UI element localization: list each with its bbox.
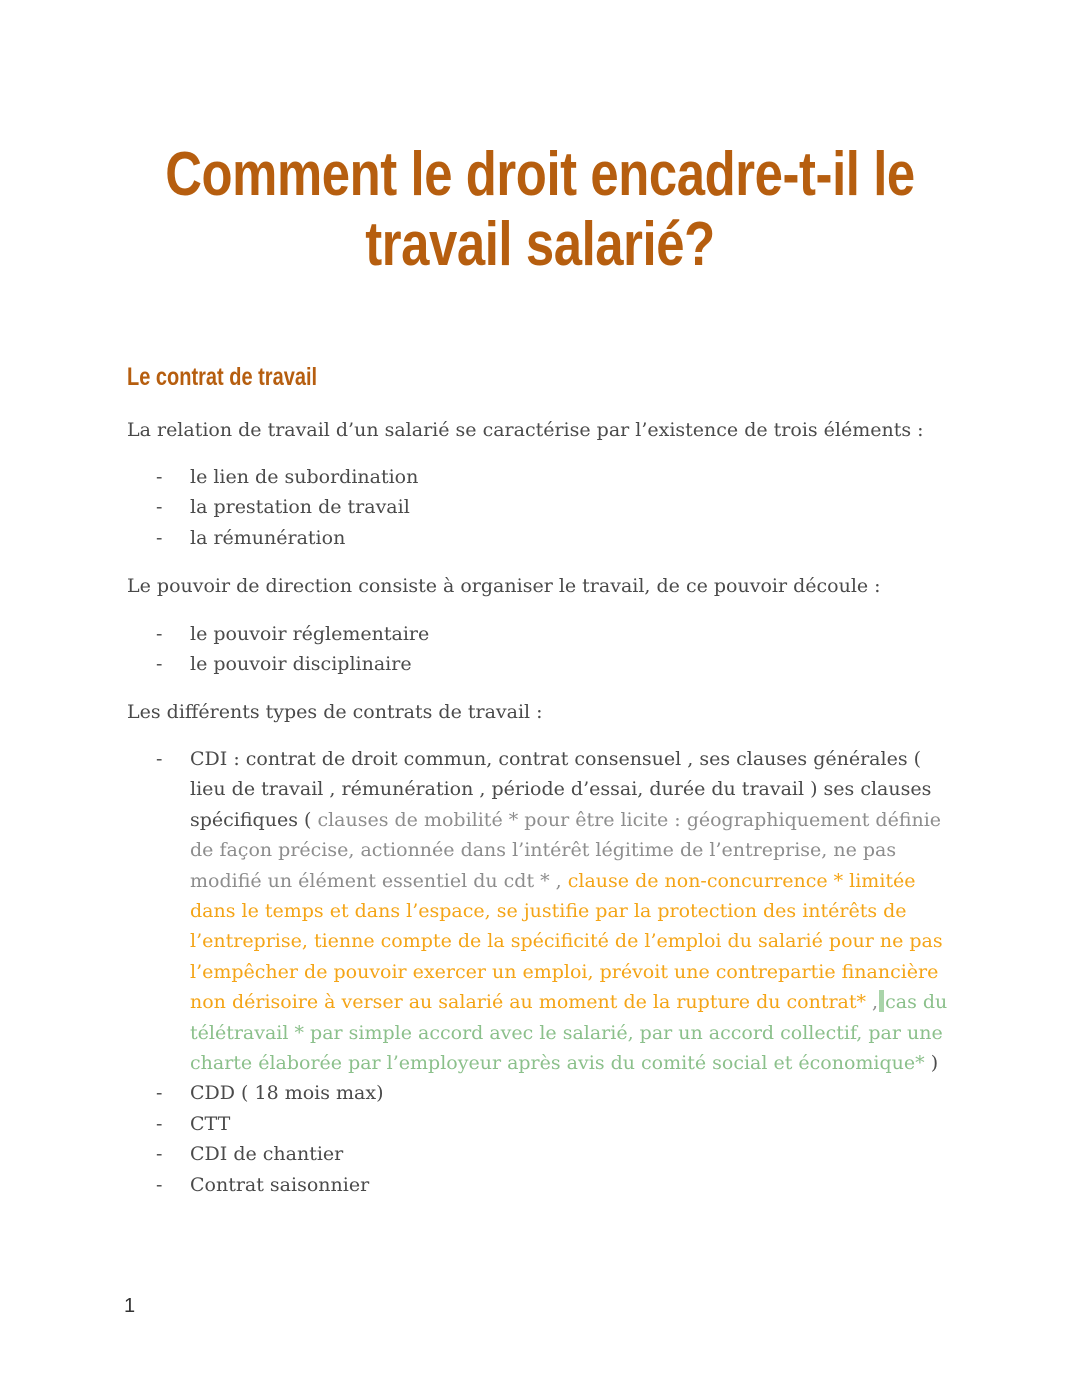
list-item: - CDI de chantier: [127, 1139, 962, 1169]
page-number: 1: [124, 1295, 136, 1317]
document-title: [97, 140, 983, 280]
cdi-main-text: CDI : contrat de droit commun, contrat consensuel , ses clauses générales ( lieu de travail , rémunération , période d’essai, durée du travail ) ses clauses spécifiques (: [190, 748, 932, 831]
list-item: - Contrat saisonnier: [127, 1170, 962, 1200]
list-item: - la prestation de travail: [127, 492, 967, 522]
elements-list: [127, 462, 967, 553]
text-cursor-highlight: [879, 990, 884, 1012]
list-item: - le pouvoir réglementaire: [127, 619, 967, 649]
pouvoirs-list: [127, 619, 967, 680]
section-heading: Le contrat de travail: [127, 363, 318, 391]
clause-teletravail: cas du télétravail * par simple accord avec le salarié, par un accord collectif, par une charte élaborée par l’employeur après avis du comité social et économique*: [190, 991, 948, 1075]
list-item: - la rémunération: [127, 523, 967, 553]
intro-paragraph-3: Les différents types de contrats de travail :: [127, 701, 543, 723]
contracts-list: [127, 744, 962, 1200]
list-item: - CDD ( 18 mois max): [127, 1078, 962, 1108]
list-item: - le lien de subordination: [127, 462, 967, 492]
title-line-2: travail salarié?: [365, 210, 715, 279]
closing-paren: ): [924, 1052, 939, 1075]
separator: ,: [549, 869, 562, 892]
title-line-1: Comment le droit encadre-t-il le: [165, 140, 915, 209]
clause-mobilite: clauses de mobilité * pour être licite : géographiquement définie de façon précise, actionnée dans l’intérêt légitime de l’entreprise, ne pas modifié un élément essentiel du cdt *: [190, 808, 942, 892]
list-item-cdi: [127, 744, 962, 1078]
intro-paragraph-2: Le pouvoir de direction consiste à organiser le travail, de ce pouvoir découle :: [127, 575, 881, 597]
list-item: - le pouvoir disciplinaire: [127, 649, 967, 679]
list-item: - CTT: [127, 1109, 962, 1139]
intro-paragraph-1: La relation de travail d’un salarié se caractérise par l’existence de trois éléments :: [127, 419, 924, 441]
clause-non-concurrence: clause de non-concurrence * limitée dans le temps et dans l’espace, se justifie par la protection des intérêts de l’entreprise, tienne compte de la spécificité de l’emploi du salarié pour ne pas l’empêcher de pouvoir exercer un emploi, prévoit une contrepartie financière non dérisoire à verser au salarié au moment de la rupture du contrat*: [190, 869, 943, 1014]
separator: ,: [866, 991, 879, 1014]
